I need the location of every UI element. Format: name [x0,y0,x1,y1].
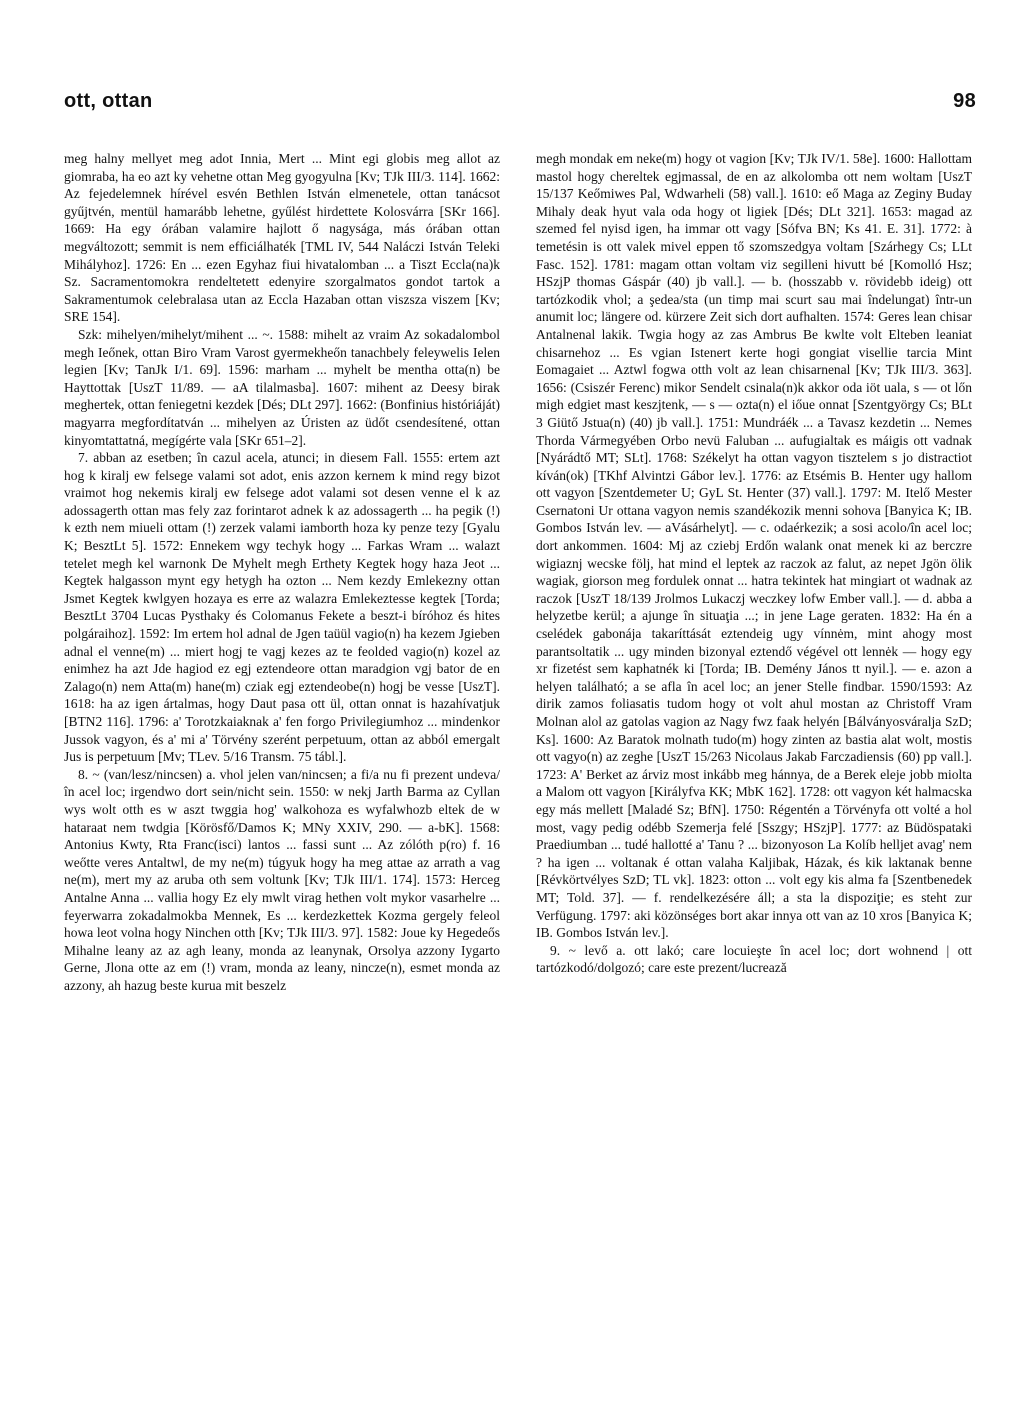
right-column [536,150,972,995]
left-column [64,150,500,995]
paragraph: Szk: mihelyen/mihelyt/mihent ... ~. 1588: mihelt az vraim Az sokadalombol megh Ieőnek, ottan Biro Vram Varost gyermekheőn tanachbely feleywelis Ielen legien [Kv; TanJk I/1. 69]. 1596: marham ... myhelt be mentha otta(n) be Hayttottak [UszT 11/89. — aA tilalmasba]. 1607: mihent az Deesy birak meghertek, ottan feniegetni kezdek [Dés; DLt 297]. 1662: (Bonfinius históriáját) magyarra megfordítatván ... mihelyen az Úristen az üdőt csendesítené, ottan kinyomtattatná, megígérte vala [SKr 651–2]. [64,326,501,448]
text-columns [64,150,972,995]
paragraph: 7. abban az esetben; în cazul acela, atunci; in diesem Fall. 1555: ertem azt hog k kiralj ew felsege valami sot adot, enis azzon kernem k mind regy bizot vraimot hog nekemis kiralj ew felsege adot valami sot desen venne el k az adossagerth ottan mas fely zaz forintarot adnek k az adossagerth ... ha pegik (!) k ezth nem miueli ottam (!) zerzek valami iamborth hoza ky penze tezy [Gyalu K; BesztLt 5]. 1572: Ennekem wgy techyk hogy ... Farkas Wram ... walazt tetelet megh kel warnonk De Myhelt megh Erthety Kegtek hogy haza Jeot ... Kegtek halgasson mynt egy hetygh ha ozton ... Nem kezdy Emlekezny ottan Jsmet Kegtek kwlgyen hozaya es erre az walazra Emlekeztesse kegtek [Torda; BesztLt 3704 Lucas Pysthaky és Colomanus Fekete a beszt-i bíróhoz és hites polgáraihoz]. 1592: Im ertem hol adnal de Jgen taüül vagio(n) ha kezem Jgieben adnal el venne(m) ... miert hogj te vagj kezes az te feolded vagio(n) kozel az enimhez ha azt Jde hagiod ez egj eztendeore ottan maradgion vgj bator de en Zalago(n) nem Atta(m) hane(m) cziak egj eztendeobe(n) hogj be vesse [UszT]. 1618: ha az igen ártalmas, hogy Daut pasa ott ül, ottan onnat is hazahívatjuk [BTN2 116]. 1796: a' Torotzkaiaknak a' fen forgo Privilegiumhoz ... mindenkor Jussok vagyon, és a' mi a' Törvény szerént perpetuum, ottan az abból emergalt Jus is perpetuum [Mv; TLev. 5/16 Transm. 75 tábl.]. [64,450,500,765]
headword: ott, ottan [64,90,153,112]
running-head [64,90,976,113]
paragraph: meg halny mellyet meg adot Innia, Mert ... Mint egi globis meg allot az giomraba, ha eo azt ky vehetne ottan Meg gyogyulna [Kv; TJk III/3. 114]. 1662: Az fejedelemnek hírével esvén Bethlen István elmenetele, ottan tanácsot gyűjtvén, mentül hamarább lehetne, gyűlést hirdettete Kolosvárra [SKr 166]. 1669: Ha egy órában valamire hajlott ő nagysága, más órában ottan megváltozott; semmit is nem efficiálhaték [TML IV, 544 Naláczi István Teleki Mihályhoz]. 1726: En ... ezen Egyhaz fiui hivatalomban ... a Tiszt Eccla(na)k Sz. Sacramentomokra rendeltetett edenyire szorgalmatos gondot tartok a Sakramentumok celebralasa utan az Eccla Hazaban ottan viszsza viszem [Kv; SRE 154]. [64,151,500,325]
paragraph: megh mondak em neke(m) hogy ot vagion [Kv; TJk IV/1. 58e]. 1600: Hallottam mastol hogy chereltek egjmassal, de en az alkolomba ott nem woltam [UszT 15/137 Keőmiwes Pal, Wdwarheli (58) vall.]. 1610: eő Maga az Zeginy Buday Mihaly deak hyut vala oda hogy ot ligiek [Dés; DLt 321]. 1653: magad az szemed fel nyisd igen, ha immar ott vagy [Sófva BN; Ks 41. E. 31]. 1772: à temetésin is ott valek mivel eppen tő szomszedgya voltam [Szárhegy Cs; LLt Fasc. 152]. 1781: magam ottan voltam viz segilleni hivutt bé [Komolló Hsz; HSzjP thomas Gáspár (40) jb vall.]. — b. (hosszabb v. rövidebb ideig) ott tartózkodik vhol; a şedea/sta (un timp mai scurt sau mai îndelungat) într-un anumit loc; längere od. kürzere Zeit sich dort aufhalten. 1574: Geres lean chisar Antalnenal lakik. Twgia hogy az zas Ambrus Be kwlte volt Elteben leaniat chisarnehoz ... Es vgian Istenert kerte hogi gongiat visellie tarcia Mint Eomagaiet ... Aztwl fogwa otth volt az lean chisarnenal [Kv; TJk III/3. 363]. 1656: (Csiszér Ferenc) mikor Sendelt csinala(n)k akkor oda iöt uala, s — ot lőn migh edgiet mast keszjtenk, — s — ozta(n) el iőue onnat [Szentgyörgy Cs; BLt 3 Giütő Jstua(n) (40) jb vall.]. 1751: Mundráék ... a Tavasz kezdetin ... Nemes Thorda Vármegyében Orbo nevü Faluban ... aufugialtak es máigis ott vadnak [Nyárádtő MT; SLt]. 1768: Székelyt ha ottan vagyon tisztelem s jo distractiot kíván(ok) [TKhf Alvintzi Gábor lev.]. 1776: az Etsémis B. Henter ugy hallom ott vagyon [Szentdemeter U; GyL St. Henter (37) vall.]. 1797: M. Itelő Mester Csernatoni Ur ottana vagyon nemis szandékozik menni sohova [Banyica K; IB. Gombos István lev. — aVásárhelyt]. — c. odaérkezik; a sosi acolo/în acel loc; dort ankommen. 1604: Mj az cziebj Erdőn walank onat menek ki az berczre wigiaznj wecske följ, hat mind el leptek az raczok az falut, az nepet Jgön ölik wagiak, giorson meg fordulek onnat ... hatra tekintek hat mingiart ot wadnak az raczok [UszT 18/139 Jrolmos Lukaczj weczkey lofw Ember vall.]. — d. abba a helyzetbe kerül; a ajunge în situaţia ...; in jene Lage geraten. 1832: Ha én a cselédek gabonája takaríttását eztendeig ugy vínnėm, mint ahogy most parantsoltatik ... ugy minden bizonyal eztendő végével ott lennėk — hogy egy xr fizetést sem kaphatnék ki [Torda; IB. Demény János tt nyil.]. — e. azon a helyen található; a se afla în acel loc; an jener Stelle findbar. 1590/1593: Az dirik zamos foliasatis tudom hogy ot volt ahul mostan az Christoff Vram Molnan alol az gatolas vagion az Nagy fwz faak helyén [Bálványosváralja SzD; Ks]. 1600: Az Baratok molnath tudo(m) hogy zinten az bastia alat wolt, mostis ott vagyo(n) az zeghe [UszT 15/263 Nicolaus Jakab Farczadiensis (60) pp vall.]. 1723: A' Berket az árviz most inkább meg hánnya, de a Berek eleje jobb miolta a Malom ott vagyon [Királyfva KK; MbK 162]. 1728: ott vagyon két halmacska egy más mellett [Maladé Sz; BfN]. 1750: Régentén a Törvényfa ott volté a hol most, vagy pedig odébb Szemerja felé [Sszgy; HSzjP]. 1777: az Büdöspataki Praediumban ... tudé hallotté a' Tanu ? ... bizonyoson La Kolíb helljet avag' nem ? ha igen ... voltanak é ottan valaha Kaljibak, Házak, és kik laktanak benne [Révkörtvélyes SzD; TL vk]. 1823: otton ... volt egy kis alma fa [Szentbenedek MT; Told. 37]. — f. rendelkezésére áll; a sta la dispoziţie; es steht zur Verfügung. 1797: aki közönséges bort akar innya ott van az 10 xros [Banyica K; IB. Gombos István lev.]. [536,151,972,941]
paragraph: 8. ~ (van/lesz/nincsen) a. vhol jelen van/nincsen; a fi/a nu fi prezent undeva/în acel loc; irgendwo dort sein/nicht sein. 1550: w nekj Jarth Barma az Cyllan wys wolt otth es w aszt twggia hog' walkohoza es wyfalwhozb eltek de w hataraat nem twdgia [Körösfő/Damos K; MNy XXIV, 290. — a-bK]. 1568: Antonius Kwty, Rta Franc(isci) lantos ... fassi sunt ... Az zólóth p(ro) f. 16 weőtte veres Antaltwl, de my ne(m) túgyuk hogy ha meg attae az arrath a vag ne(m), mert my az aruba oth sem voltunk [Kv; TJk III/1. 174]. 1573: Herceg Antalne Anna ... vallia hogy Ez ely mwlt virag hethen volt mykor vasarhelre ... feyerwarra zokadalmokba Mennek, Es ... kerdezkettek Kozma gergely feleol howa leot volna hogy Ninchen otth [Kv; TJk III/3. 97]. 1582: Joue ky Hegedeős Mihalne leany az az agh leany, monda az leanynak, Orsolya azzony Iygarto Gerne, Jlona otte az em (!) vram, monda az leany, nincze(n), esmet monda az azzony, ah hazug beste kurua mit beszelz [64,766,500,993]
page-number: 98 [953,90,976,112]
paragraph: 9. ~ levő a. ott lakó; care locuieşte în acel loc; dort wohnend | ott tartózkodó/dolgozó; care este prezent/lucrează [536,942,972,976]
